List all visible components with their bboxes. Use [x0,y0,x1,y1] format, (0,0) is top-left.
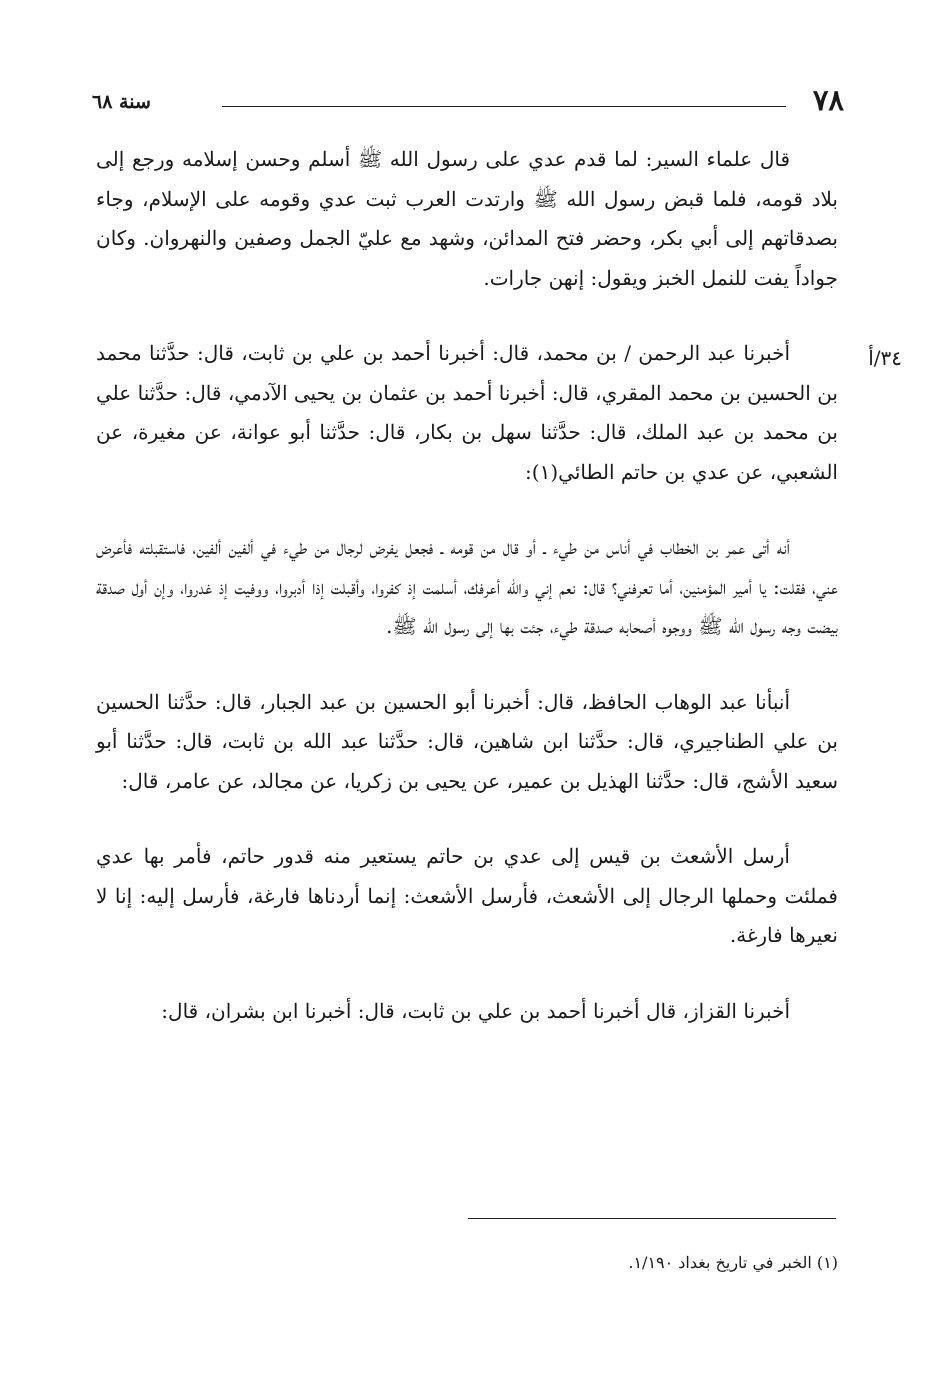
page-number: ٧٨ [812,83,844,117]
footnote-rule [468,1218,836,1219]
paragraph-gap [96,492,838,528]
page-header [92,82,844,122]
paragraph-gap [96,956,838,992]
running-head: سنة ٦٨ [92,91,151,113]
paragraph-gap [96,647,838,683]
paragraph-isnad-1: أخبرنا عبد الرحمن / بن محمد، قال: أخبرنا أحمد بن علي بن ثابت، قال: حدَّثنا محمد بن الحسين بن محمد المقري، قال: أخبرنا أحمد بن عثمان بن يحيى الآدمي، قال: حدَّثنا علي بن محمد بن عبد الملك، قال: حدَّثنا سهل بن بكار، قال: حدَّثنا أبو عوانة، عن مغيرة، عن الشعبي، عن عدي بن حاتم الطائي(١): [96,341,838,484]
paragraph-gap [96,298,838,334]
paragraph-biography: قال علماء السير: لما قدم عدي على رسول الله ﷺ أسلم وحسن إسلامه ورجع إلى بلاد قومه، فلما قبض رسول الله ﷺ وارتدت العرب ثبت عدي وقومه على الإسلام، وجاء بصدقاتهم إلى أبي بكر، وحضر فتح المدائن، وشهد مع عليّ الجمل وصفين والنهروان. وكان جواداً يفت للنمل الخبز ويقول: إنهن جارات. [96,147,838,290]
paragraph-isnad-2: أنبأنا عبد الوهاب الحافظ، قال: أخبرنا أبو الحسين بن عبد الجبار، قال: حدَّثنا الحسين بن علي الطناجيري، قال: حدَّثنا ابن شاهين، قال: حدَّثنا عبد الله بن ثابت، قال: حدَّثنا أبو سعيد الأشج، قال: حدَّثنا الهذيل بن عمير، عن يحيى بن زكريا، عن مجالد، عن عامر، قال: [96,689,838,793]
paragraph-narration-2: أرسل الأشعث بن قيس إلى عدي بن حاتم يستعير منه قدور حاتم، فأمر بها عدي فملئت وحملها الرجال إلى الأشعث، فأرسل الأشعث: إنما أردناها فارغة، فأرسل إليه: إنا لا نعيرها فارغة. [96,844,838,947]
paragraph-isnad-3: أخبرنا القزاز، قال أخبرنا أحمد بن علي بن ثابت، قال: أخبرنا ابن بشران، قال: [161,998,790,1023]
paragraph-narration-1: أنه أتى عمر بن الخطاب في أناس من طيء ـ أو قال من قومه ـ فجعل يفرض لرجال من طيء في ألفين ألفين، فاستقبلته فأعرض عني، فقلت: يا أمير المؤمنين، أما تعرفني؟ قال: نعم إني والله أعرفك، أسلمت إذ كفروا، وأقبلت إذا أدبروا، ووفيت إذ غدروا، وإن أول صدقة بيضت وجه رسول الله ﷺ ووجوه أصحابه صدقة طيء، جئت بها إلى رسول الله ﷺ. [96,535,839,638]
marginal-folio-note: ٣٤/أ [868,346,902,370]
paragraph-gap [96,801,838,837]
main-text [96,140,838,1031]
header-rule [222,106,786,107]
footnote: (١) الخبر في تاريخ بغداد ١/١٩٠. [628,1253,838,1272]
